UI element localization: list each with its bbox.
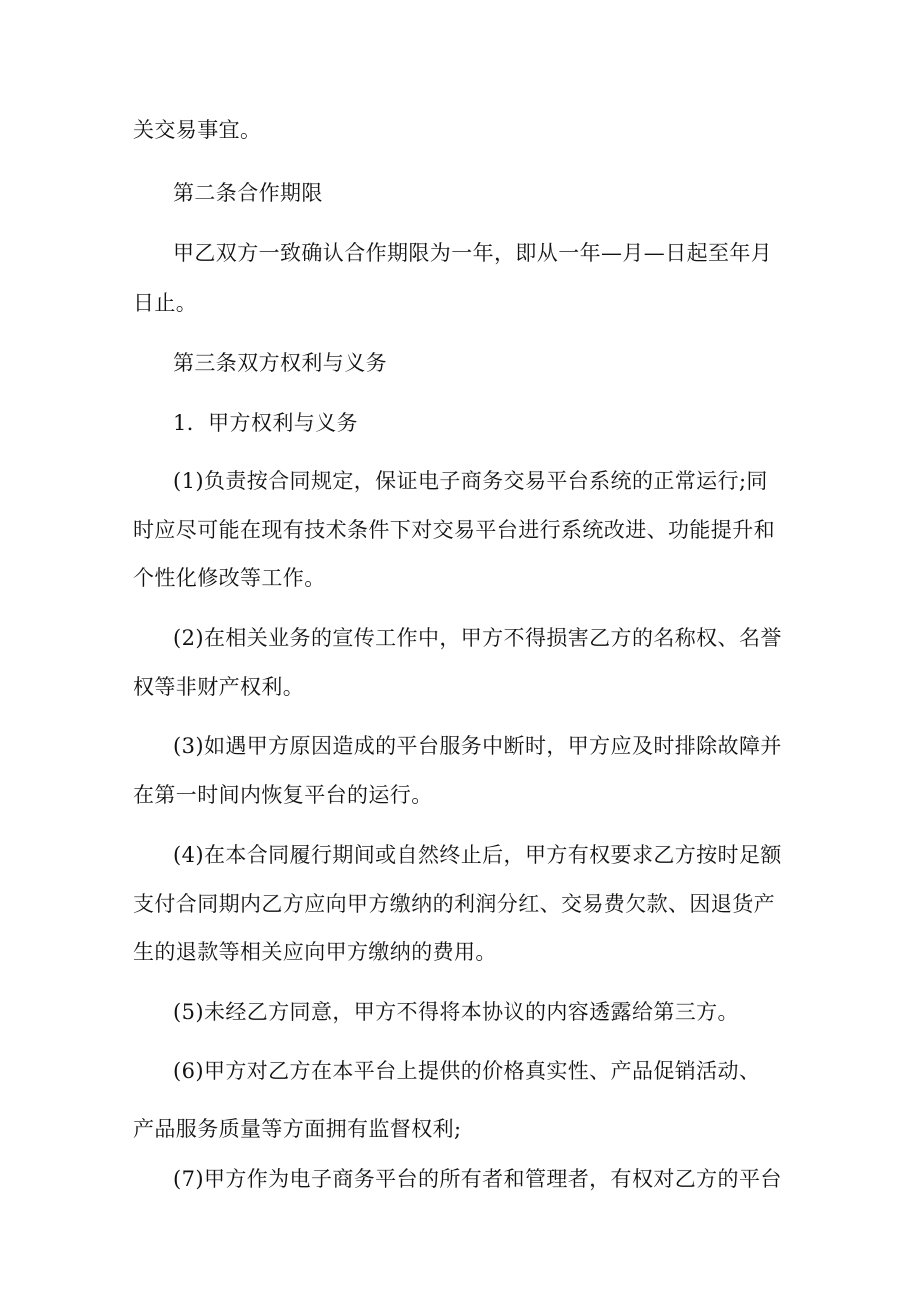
article-heading-rights: 第三条双方权利与义务 xyxy=(173,351,387,375)
clause-1-line-1: (1)负责按合同规定，保证电子商务交易平台系统的正常运行;同 xyxy=(173,469,768,493)
clause-4-line-3: 生的退款等相关应向甲方缴纳的费用。 xyxy=(133,940,497,964)
section-heading-party-a: 1．甲方权利与义务 xyxy=(173,411,358,435)
clause-6-line-1: (6)甲方对乙方在本平台上提供的价格真实性、产品促销活动、 xyxy=(173,1059,761,1083)
clause-1-line-2: 时应尽可能在现有技术条件下对交易平台进行系统改进、功能提升和 xyxy=(133,518,775,542)
clause-5-line-1: (5)未经乙方同意，甲方不得将本协议的内容透露给第三方。 xyxy=(173,1000,739,1024)
paragraph-term-line-1: 甲乙双方一致确认合作期限为一年，即从一年—月—日起至年月 xyxy=(173,241,773,265)
clause-7-line-1: (7)甲方作为电子商务平台的所有者和管理者，有权对乙方的平台 xyxy=(173,1167,782,1191)
clause-4-line-1: (4)在本合同履行期间或自然终止后，甲方有权要求乙方按时足额 xyxy=(173,843,782,867)
clause-4-line-2: 支付合同期内乙方应向甲方缴纳的利润分红、交易费欠款、因退货产 xyxy=(133,892,775,916)
clause-1-line-3: 个性化修改等工作。 xyxy=(133,566,326,590)
paragraph-term-line-2: 日止。 xyxy=(133,291,198,315)
text-line-continuation: 关交易事宜。 xyxy=(133,118,262,142)
clause-6-line-2: 产品服务质量等方面拥有监督权利; xyxy=(133,1117,462,1141)
clause-3-line-2: 在第一时间内恢复平台的运行。 xyxy=(133,783,433,807)
clause-2-line-1: (2)在相关业务的宣传工作中，甲方不得损害乙方的名称权、名誉 xyxy=(173,626,782,650)
clause-2-line-2: 权等非财产权利。 xyxy=(133,675,305,699)
clause-3-line-1: (3)如遇甲方原因造成的平台服务中断时，甲方应及时排除故障并 xyxy=(173,734,782,758)
article-heading-term: 第二条合作期限 xyxy=(173,181,323,205)
